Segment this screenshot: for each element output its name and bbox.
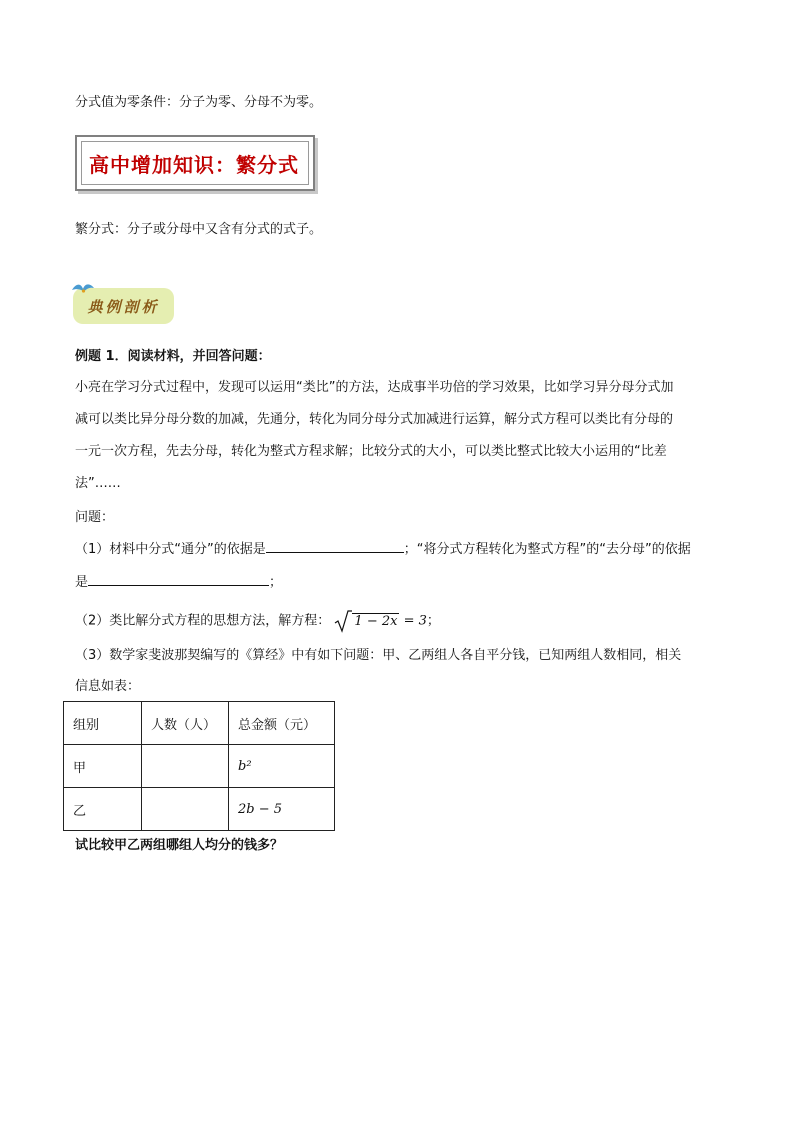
complex-fraction-definition: 繁分式：分子或分母中又含有分式的式子。 bbox=[75, 222, 323, 237]
question-2 bbox=[75, 609, 440, 633]
highlight-title: 高中增加知识：繁分式 bbox=[89, 152, 299, 177]
answer-blank-2[interactable] bbox=[88, 573, 269, 586]
material-line-4: 法”…… bbox=[75, 476, 121, 491]
material-line-1: 小亮在学习分式过程中，发现可以运用“类比”的方法，达成事半功倍的学习效果，比如学习异分母分式加 bbox=[75, 380, 674, 395]
table-cell: b² bbox=[229, 745, 335, 788]
table-cell: 2b − 5 bbox=[229, 788, 335, 831]
table-header-cell: 总金额（元） bbox=[229, 702, 335, 745]
table-cell bbox=[142, 745, 229, 788]
table-header-cell: 组别 bbox=[64, 702, 142, 745]
material-line-2: 减可以类比异分母分数的加减，先通分，转化为同分母分式加减进行运算，解分式方程可以类比有分母的 bbox=[75, 412, 674, 427]
table-cell: 乙 bbox=[64, 788, 142, 831]
question-1-text-b: ；“将分式方程转化为整式方程”的“去分母”的依据 bbox=[403, 542, 691, 557]
question-1-line-1 bbox=[75, 540, 691, 559]
question-2-text: （2）类比解分式方程的思想方法，解方程： bbox=[75, 613, 331, 629]
info-table bbox=[63, 701, 335, 831]
final-question: 试比较甲乙两组哪组人均分的钱多？ bbox=[75, 838, 284, 853]
table-header-row bbox=[64, 702, 335, 745]
answer-blank-1[interactable] bbox=[266, 540, 404, 553]
question-1-line-2 bbox=[75, 573, 282, 592]
question-1-text-a: （1）材料中分式“通分”的依据是 bbox=[75, 542, 266, 557]
question-2-suffix: ； bbox=[426, 613, 440, 629]
sqrt-radicand: 1 − 2x bbox=[354, 613, 398, 629]
table-row bbox=[64, 788, 335, 831]
bird-icon bbox=[70, 281, 96, 297]
question-3-line-1: （3）数学家斐波那契编写的《算经》中有如下问题：甲、乙两组人各自平分钱，已知两组人数相同，相关 bbox=[75, 648, 682, 663]
sqrt-equation bbox=[334, 609, 426, 633]
question-1-text-d: ； bbox=[269, 575, 283, 590]
sqrt-sign-icon bbox=[334, 609, 352, 633]
highlight-box bbox=[75, 135, 315, 191]
zero-condition-text: 分式值为零条件：分子为零、分母不为零。 bbox=[75, 95, 323, 110]
question-3-line-2: 信息如表： bbox=[75, 679, 141, 694]
table-cell: 甲 bbox=[64, 745, 142, 788]
question-label: 问题： bbox=[75, 510, 115, 525]
table-header-cell: 人数（人） bbox=[142, 702, 229, 745]
material-line-3: 一元一次方程，先去分母，转化为整式方程求解；比较分式的大小，可以类比整式比较大小运用的“比差 bbox=[75, 444, 667, 459]
table-cell bbox=[142, 788, 229, 831]
table-row bbox=[64, 745, 335, 788]
example-heading: 例题 1．阅读材料，并回答问题： bbox=[75, 349, 271, 364]
equation-rhs: = 3 bbox=[403, 613, 427, 629]
example-badge-label: 典例剖析 bbox=[87, 297, 160, 316]
question-1-text-c: 是 bbox=[75, 575, 89, 590]
